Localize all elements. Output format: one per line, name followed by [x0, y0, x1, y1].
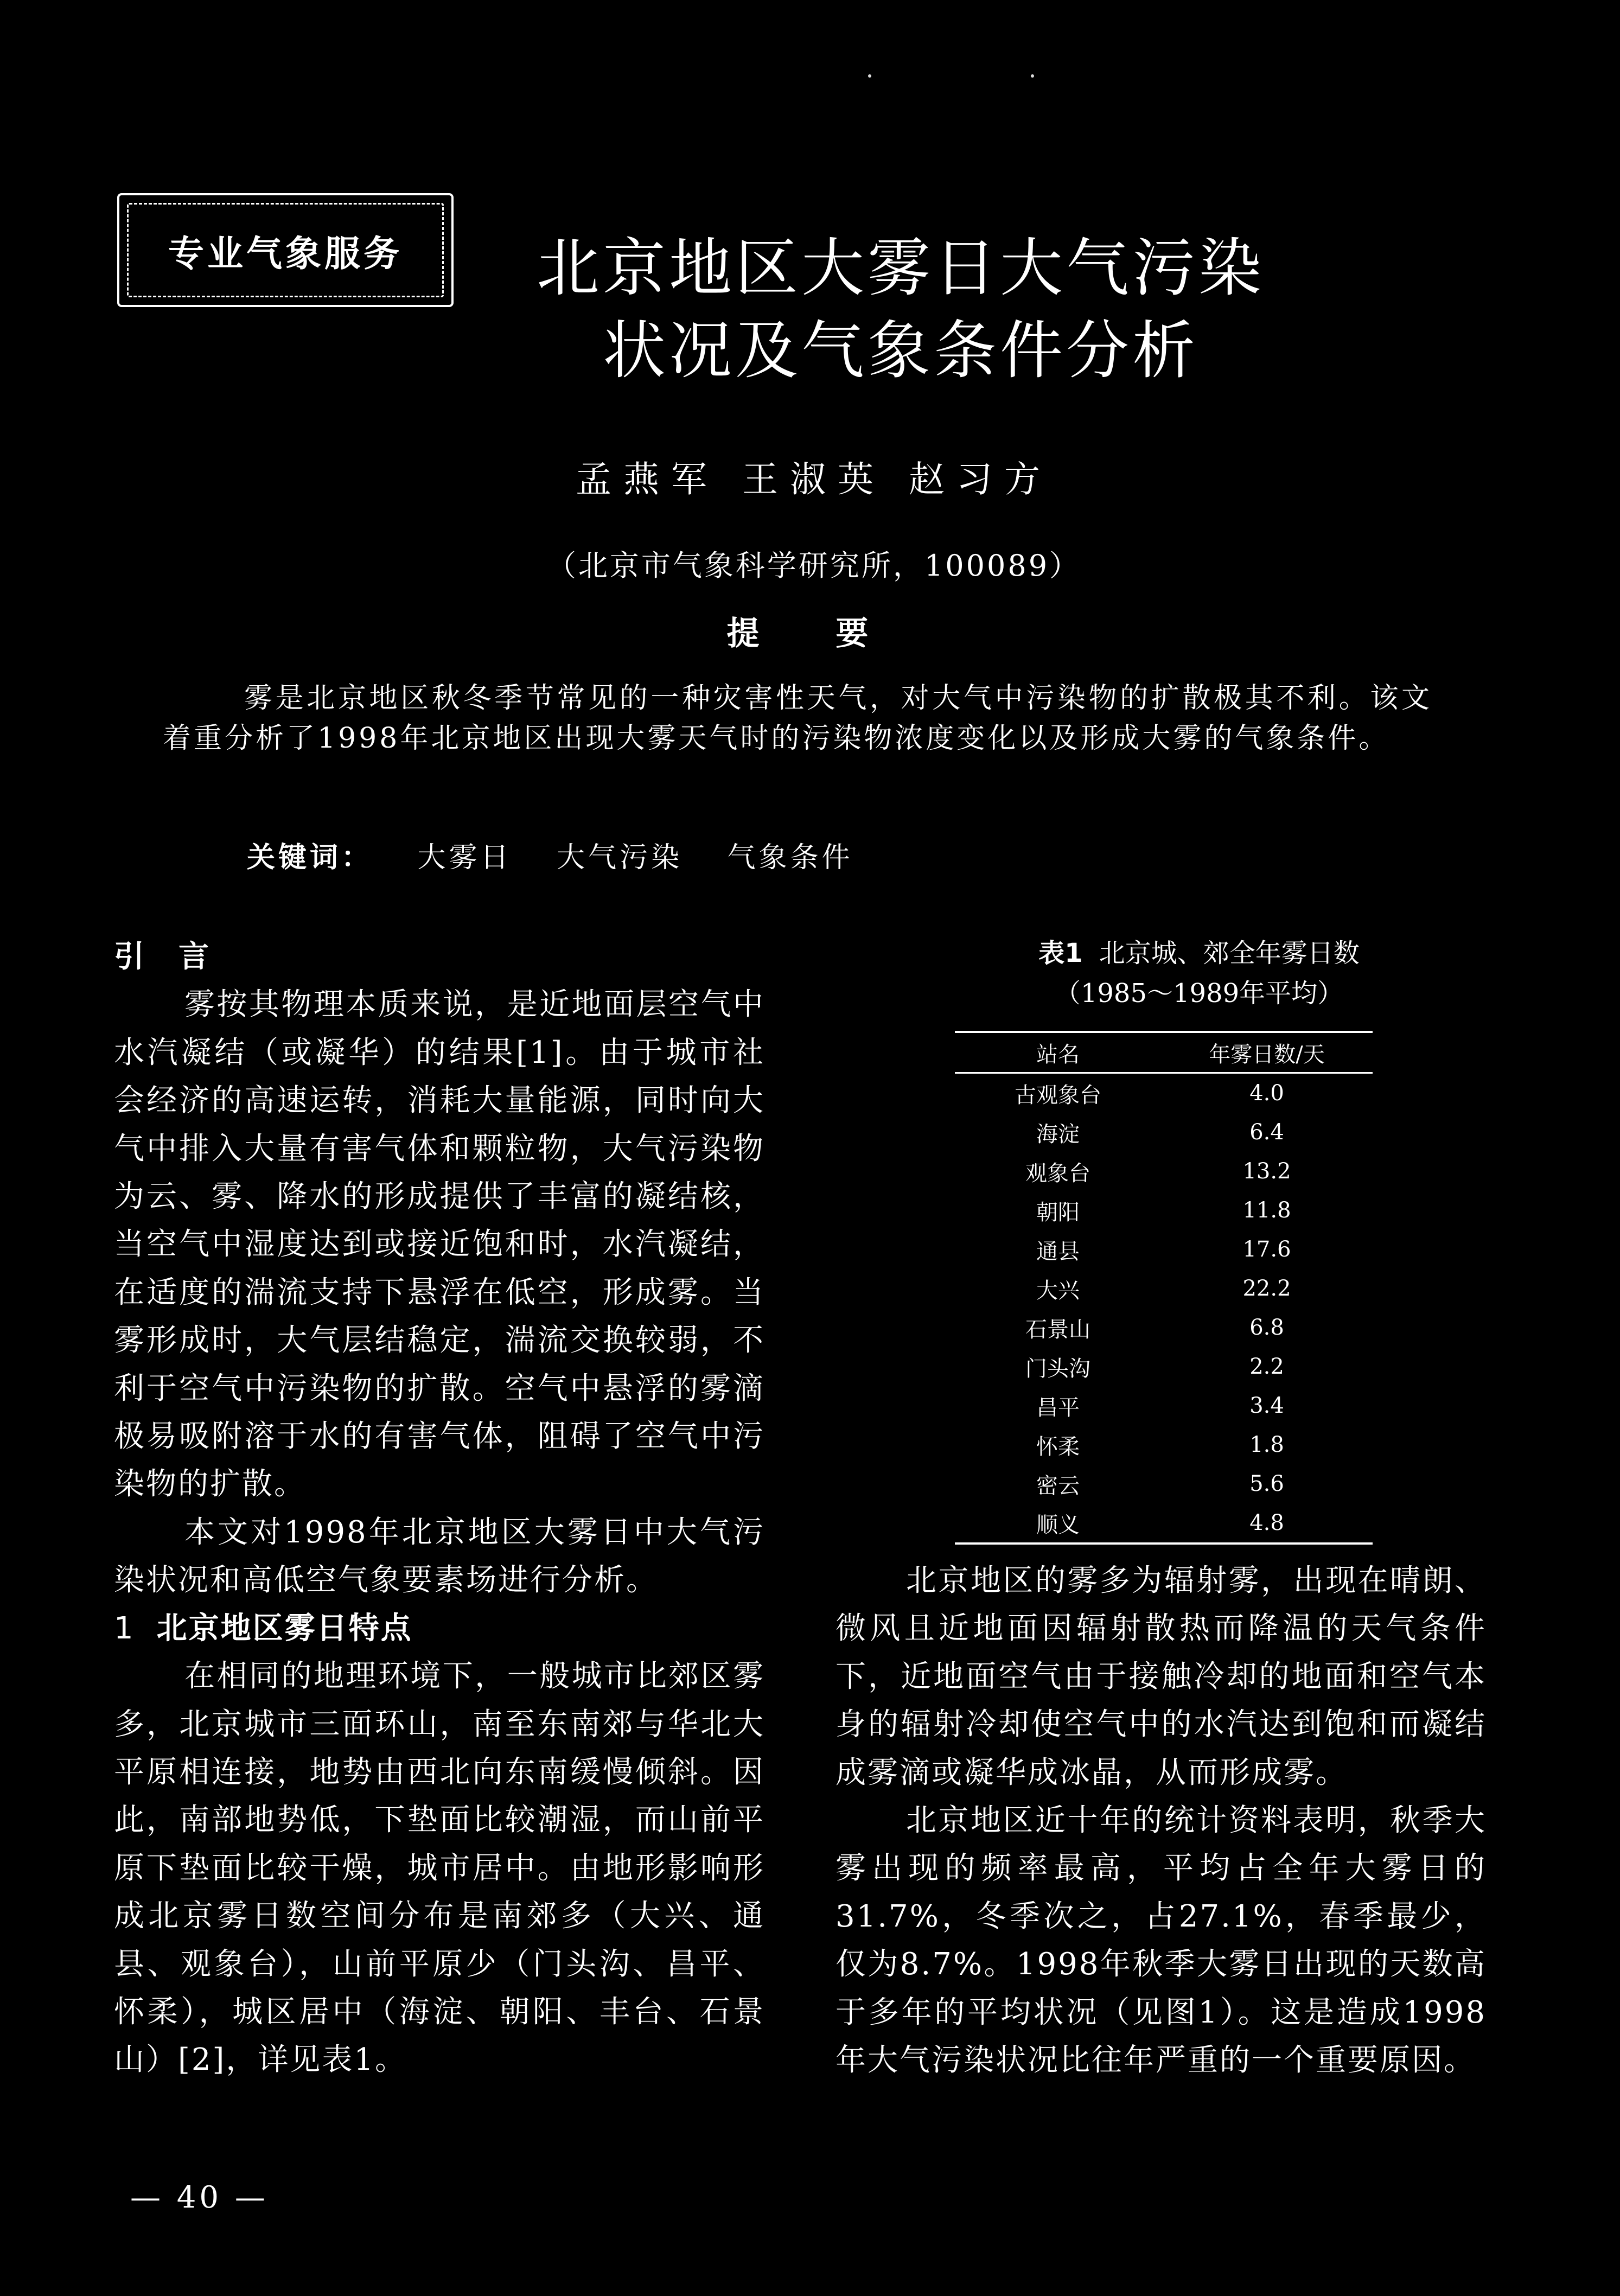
section-badge	[117, 193, 454, 307]
table-row	[955, 1152, 1373, 1191]
station-cell: 大兴	[1036, 1278, 1080, 1303]
scan-speck	[1031, 74, 1034, 78]
right-paragraph-1: 北京地区的雾多为辐射雾，出现在晴朗、微风且近地面因辐射散热而降温的天气条件下，近地面空气由于接触冷却的地面和空气本身的辐射冷却使空气中的水汽达到饱和而凝结成雾滴或凝华成冰晶，从而形成雾。	[835, 1563, 1487, 1790]
column-header-station: 站名	[1036, 1042, 1080, 1067]
abstract	[163, 678, 1432, 758]
affiliation: （北京市气象科学研究所，100089）	[546, 549, 1081, 583]
station-cell: 顺义	[1036, 1512, 1080, 1538]
intro-paragraph-1: 雾按其物理本质来说，是近地面层空气中水汽凝结（或凝华）的结果[1]。由于城市社会经济的高速运转，消耗大量能源，同时向大气中排入大量有害气体和颗粒物，大气污染物为云、雾、降水的形成提供了丰富的凝结核，当空气中湿度达到或接近饱和时，水汽凝结，在适度的湍流支持下悬浮在低空，形成雾。当雾形成时，大气层结稳定，湍流交换较弱，不利于空气中污染物的扩散。空气中悬浮的雾滴极易吸附溶于水的有害气体，阻碍了空气中污染物的扩散。	[114, 987, 765, 1502]
table-row	[955, 1191, 1373, 1230]
table-row	[955, 1464, 1373, 1503]
station-cell: 门头沟	[1025, 1356, 1090, 1381]
table-1-title: 北京城、郊全年雾日数	[1099, 938, 1360, 968]
table-row	[955, 1503, 1373, 1544]
table-row	[955, 1347, 1373, 1386]
abstract-text: 雾是北京地区秋冬季节常见的一种灾害性天气，对大气中污染物的扩散极其不利。该文着重分析了1998年北京地区出现大雾天气时的污染物浓度变化以及形成大雾的气象条件。	[163, 682, 1432, 755]
days-cell: 6.8	[1249, 1315, 1284, 1340]
keywords-label: 关键词：	[247, 841, 373, 874]
days-cell: 13.2	[1242, 1159, 1291, 1184]
station-cell: 朝阳	[1036, 1200, 1080, 1225]
days-cell: 2.2	[1249, 1354, 1284, 1379]
station-cell: 通县	[1036, 1239, 1080, 1264]
station-cell: 海淀	[1036, 1121, 1080, 1147]
table-1-label: 表1	[1038, 938, 1083, 968]
keyword: 气象条件	[727, 841, 853, 874]
table-row	[955, 1425, 1373, 1464]
station-cell: 观象台	[1025, 1160, 1090, 1186]
days-cell: 5.6	[1249, 1471, 1284, 1496]
scan-speck	[868, 74, 871, 78]
days-cell: 22.2	[1242, 1276, 1291, 1301]
table-row	[955, 1073, 1373, 1113]
intro-paragraph-2: 本文对1998年北京地区大雾日中大气污染状况和高低空气象要素场进行分析。	[114, 1514, 765, 1598]
table-row	[955, 1269, 1373, 1308]
table-row	[955, 1230, 1373, 1269]
station-cell: 石景山	[1025, 1317, 1090, 1342]
station-cell: 昌平	[1036, 1395, 1080, 1420]
station-cell: 古观象台	[1015, 1082, 1101, 1108]
days-cell: 4.0	[1249, 1081, 1284, 1106]
table-row	[955, 1386, 1373, 1425]
section-1-paragraph: 在相同的地理环境下，一般城市比郊区雾多，北京城市三面环山，南至东南郊与华北大平原相连接，地势由西北向东南缓慢倾斜。因此，南部地势低，下垫面比较潮湿，而山前平原下垫面比较干燥，城市居中。由地形影响形成北京雾日数空间分布是南郊多（大兴、通县、观象台），山前平原少（门头沟、昌平、怀柔），城区居中（海淀、朝阳、丰台、石景山）[2]，详见表1。	[114, 1659, 765, 2078]
right-column	[835, 1557, 1487, 2084]
table-row	[955, 1308, 1373, 1347]
keywords	[247, 834, 853, 875]
station-cell: 密云	[1036, 1473, 1080, 1498]
table-row	[955, 1113, 1373, 1152]
days-cell: 3.4	[1249, 1393, 1284, 1418]
abstract-heading: 提 要	[726, 615, 901, 653]
column-header-days: 年雾日数/天	[1209, 1042, 1325, 1067]
left-column	[114, 933, 765, 2084]
table-1	[955, 1031, 1373, 1545]
keyword: 大气污染	[557, 841, 683, 874]
days-cell: 11.8	[1242, 1198, 1291, 1223]
days-cell: 6.4	[1249, 1120, 1284, 1145]
days-cell: 1.8	[1249, 1432, 1284, 1457]
authors: 孟燕军 王淑英 赵习方	[576, 458, 1052, 500]
page-number: — 40 —	[130, 2180, 269, 2215]
title-line-1: 北京地区大雾日大气污染	[537, 232, 1265, 305]
section-1-heading: 1 北京地区雾日特点	[114, 1610, 413, 1646]
table-header-row	[955, 1032, 1373, 1073]
table-1-subcaption: （1985～1989年平均）	[1054, 978, 1344, 1009]
table-1-caption	[955, 933, 1443, 1013]
intro-heading: 引 言	[114, 939, 211, 974]
right-paragraph-2: 北京地区近十年的统计资料表明，秋季大雾出现的频率最高，平均占全年大雾日的31.7%，冬季次之，占27.1%，春季最少，仅为8.7%。1998年秋季大雾日出现的天数高于多年的平均状况（见图1）。这是造成1998年大气污染状况比往年严重的一个重要原因。	[835, 1803, 1487, 2078]
keyword: 大雾日	[417, 841, 512, 874]
days-cell: 17.6	[1242, 1237, 1291, 1262]
days-cell: 4.8	[1249, 1510, 1284, 1535]
title-line-2: 状况及气象条件分析	[603, 314, 1198, 387]
section-badge-label: 专业气象服务	[168, 232, 403, 275]
station-cell: 怀柔	[1036, 1434, 1080, 1459]
